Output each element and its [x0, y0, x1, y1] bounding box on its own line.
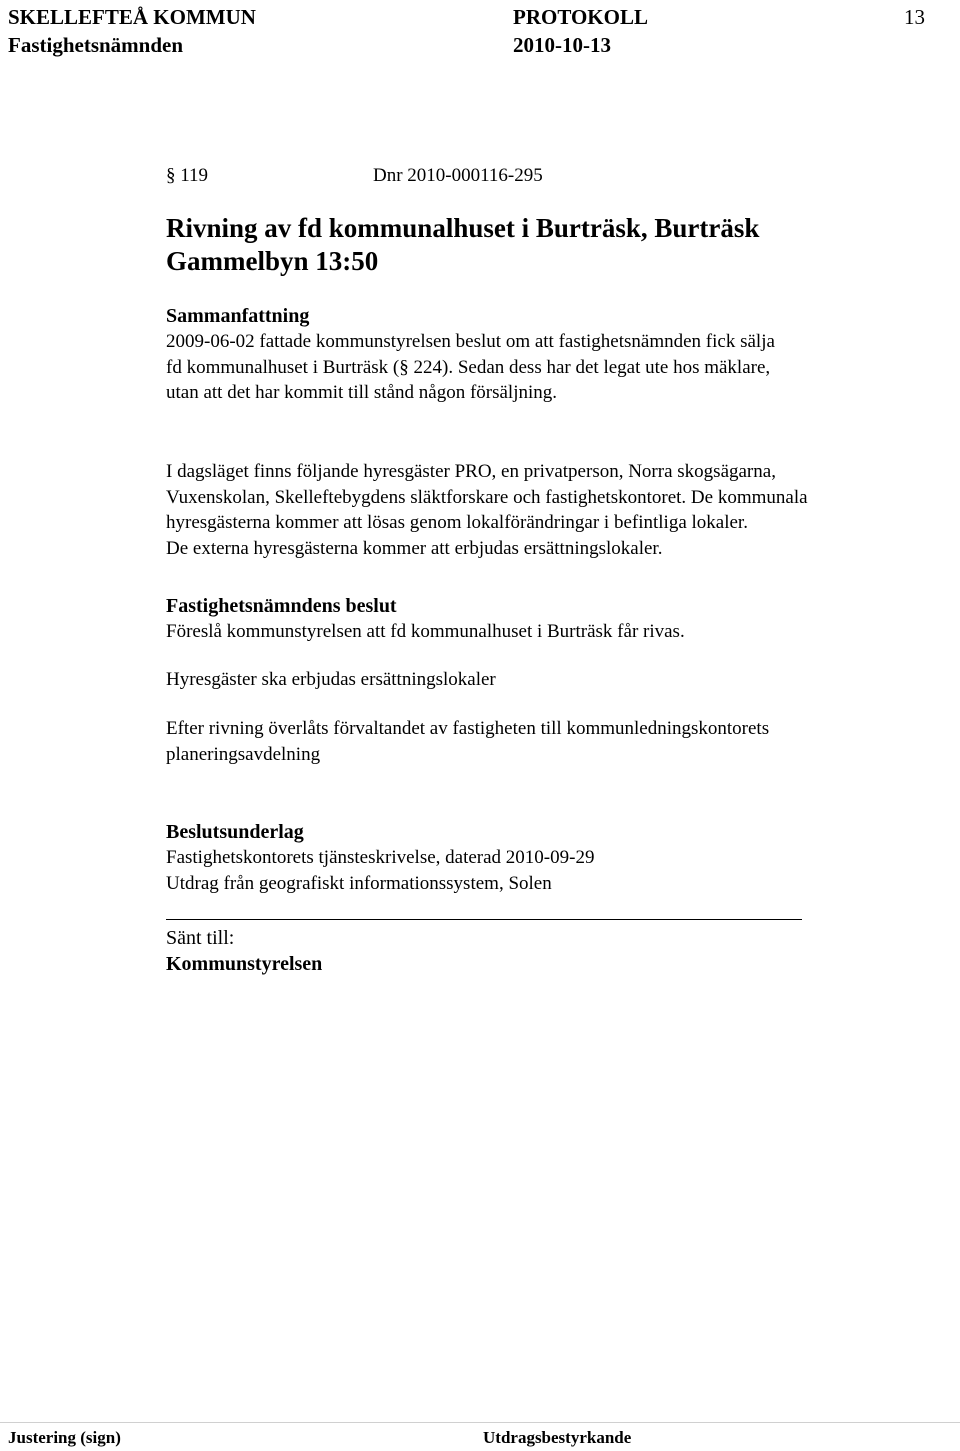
basis-item: Fastighetskontorets tjänsteskrivelse, daterad 2010-09-29 [166, 847, 595, 868]
tenants-line: Vuxenskolan, Skelleftebygdens släktforskare och fastighetskontoret. De kommunala [166, 486, 808, 508]
case-title [166, 212, 936, 278]
tenants-line: De externa hyresgästerna kommer att erbjudas ersättningslokaler. [166, 537, 663, 559]
summary-line: 2009-06-02 fattade kommunstyrelsen beslut om att fastighetsnämnden fick sälja [166, 331, 775, 352]
basis-heading: Beslutsunderlag [166, 821, 304, 843]
tenants-line: hyresgästerna kommer att lösas genom lokalförändringar i befintliga lokaler. [166, 512, 748, 533]
page-number: 13 [904, 5, 925, 29]
decision-item-line: Efter rivning överlåts förvaltandet av fastigheten till kommunledningskontorets [166, 718, 770, 739]
sent-to-recipient: Kommunstyrelsen [166, 952, 323, 975]
divider-line [166, 919, 802, 920]
decision-heading: Fastighetsnämndens beslut [166, 595, 397, 617]
footer-divider [0, 1422, 960, 1423]
decision-item: Hyresgäster ska erbjudas ersättningslokaler [166, 669, 496, 690]
case-title-line: Rivning av fd kommunalhuset i Burträsk, Burträsk [166, 213, 760, 243]
sent-to-label: Sänt till: [166, 927, 235, 949]
summary-heading: Sammanfattning [166, 305, 310, 327]
footer-signature-label: Justering (sign) [8, 1428, 121, 1447]
summary-line: utan att det har kommit till stånd någon försäljning. [166, 382, 558, 403]
sent-to-section [166, 926, 936, 977]
summary-line: fd kommunalhuset i Burträsk (§ 224). Sedan dess har det legat ute hos mäklare, [166, 356, 771, 378]
decision-item [166, 716, 936, 767]
meeting-date: 2010-10-13 [513, 33, 611, 57]
footer-certification-label: Utdragsbestyrkande [483, 1428, 632, 1447]
basis-section [166, 820, 936, 896]
dnr: Dnr 2010-000116-295 [373, 165, 543, 186]
committee-name: Fastighetsnämnden [8, 33, 184, 57]
document-type: PROTOKOLL [513, 5, 648, 29]
org-name: SKELLEFTEÅ KOMMUN [8, 5, 256, 29]
decision-section [166, 594, 936, 645]
tenants-paragraph [166, 459, 936, 561]
tenants-line: I dagsläget finns följande hyresgäster PRO, en privatperson, Norra skogsägarna, [166, 461, 776, 482]
case-title-line: Gammelbyn 13:50 [166, 246, 379, 276]
section-number: § 119 [166, 165, 209, 186]
decision-item-line: planeringsavdelning [166, 743, 321, 765]
summary-section [166, 304, 936, 406]
decision-item: Föreslå kommunstyrelsen att fd kommunalhuset i Burträsk får rivas. [166, 621, 685, 642]
basis-item: Utdrag från geografiskt informationssystem, Solen [166, 872, 552, 894]
